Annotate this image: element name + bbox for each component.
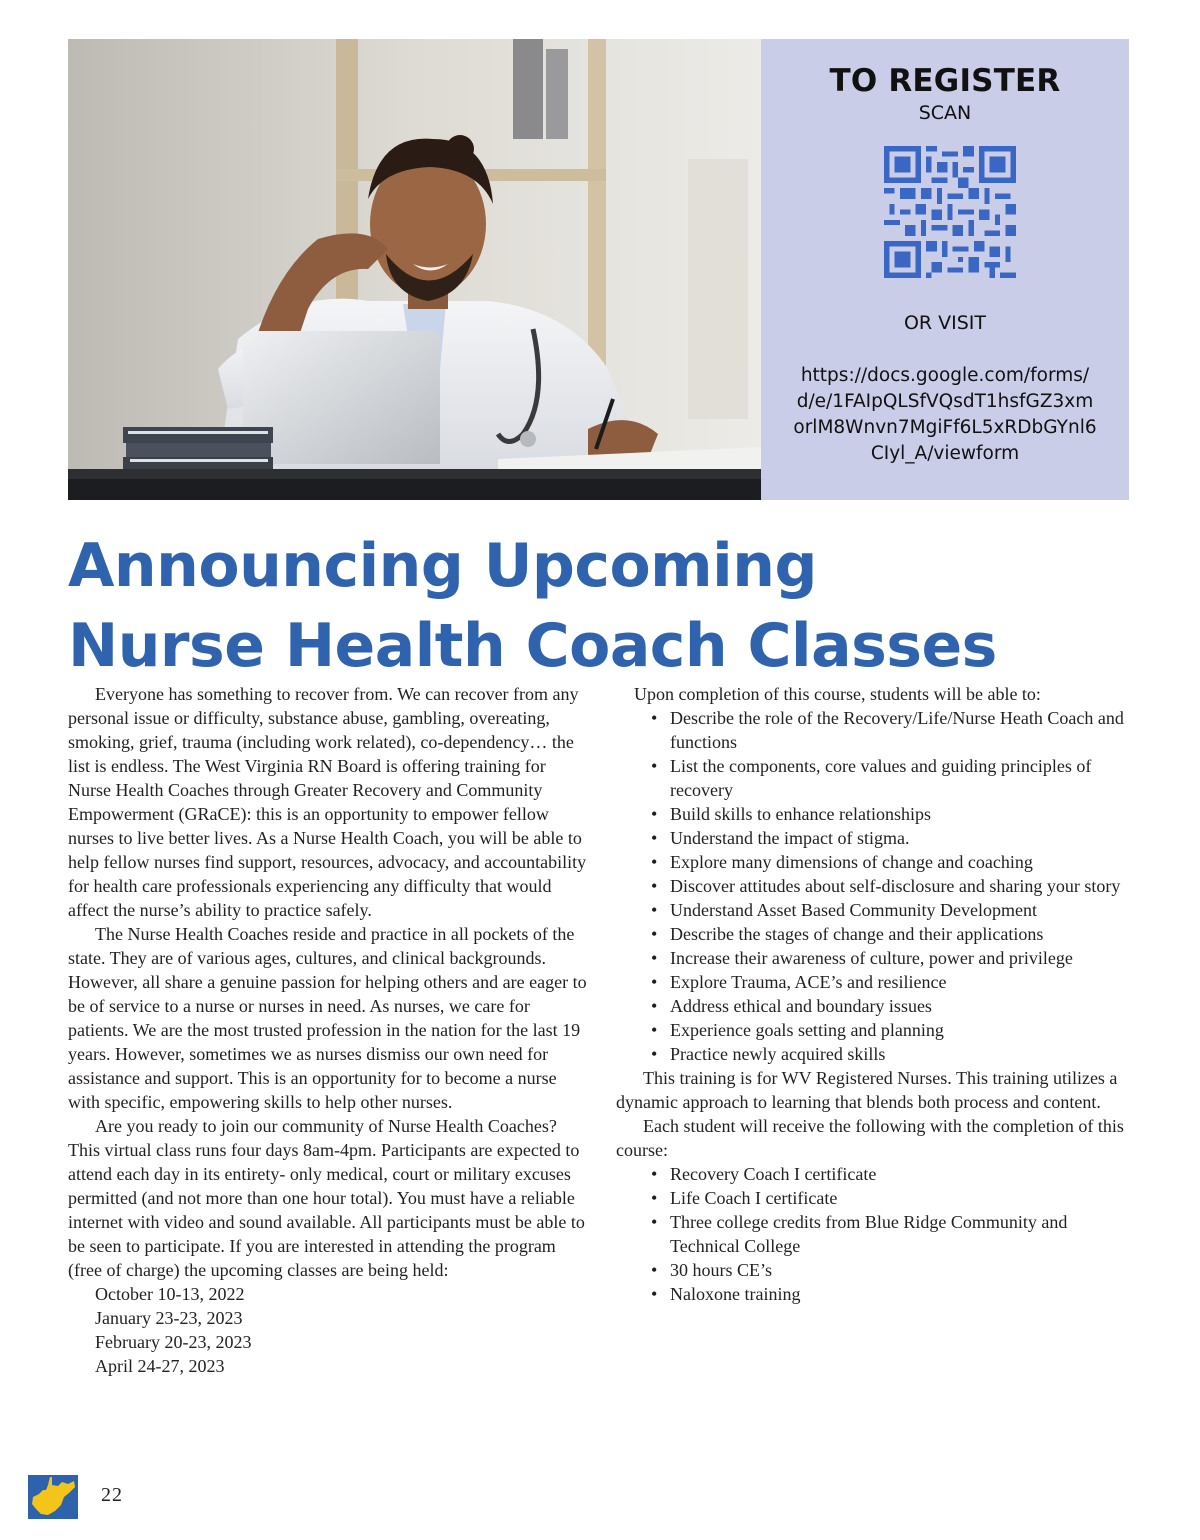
register-title: TO REGISTER	[829, 63, 1061, 99]
class-date: February 20-23, 2023	[95, 1332, 252, 1352]
list-item: • Life Coach I certificate	[670, 1186, 1136, 1210]
list-item: • Explore Trauma, ACE’s and resilience	[670, 970, 1136, 994]
list-item: • Discover attitudes about self-disclosure and sharing your story	[670, 874, 1136, 898]
list-item: • Describe the stages of change and their applications	[670, 922, 1136, 946]
page-number: 22	[101, 1484, 123, 1506]
title-line-1: Announcing Upcoming	[68, 531, 817, 601]
list-item: • List the components, core values and guiding principles of recovery	[670, 754, 1136, 802]
register-panel	[761, 39, 1129, 500]
list-item: • Practice newly acquired skills	[670, 1042, 1136, 1066]
list-item: • Increase their awareness of culture, power and privilege	[670, 946, 1136, 970]
outcomes-list	[616, 706, 1136, 1066]
class-date: January 23-23, 2023	[95, 1308, 243, 1328]
body-paragraph: Are you ready to join our community of Nurse Health Coaches? This virtual class runs four days 8am-4pm. Participants are expected to attend each day in its entirety- only medical, court or military excuses permitted (and not more than one hour total). You must have a reliable internet with video and sound available. All participants must be able to be seen to participate. If you are interested in attending the program (free of charge) the upcoming classes are being held:	[68, 1116, 585, 1280]
class-date: October 10-13, 2022	[95, 1284, 245, 1304]
list-item: • 30 hours CE’s	[670, 1258, 1136, 1282]
list-item: • Understand the impact of stigma.	[670, 826, 1136, 850]
list-item: • Describe the role of the Recovery/Life/Nurse Heath Coach and functions	[670, 706, 1136, 754]
or-visit-label: OR VISIT	[903, 312, 987, 334]
list-item: • Three college credits from Blue Ridge Community and Technical College	[670, 1210, 1136, 1258]
page-title	[68, 526, 997, 686]
list-item: • Explore many dimensions of change and coaching	[670, 850, 1136, 874]
body-paragraph: This training is for WV Registered Nurses. This training utilizes a dynamic approach to learning that blends both process and content.	[616, 1068, 1118, 1112]
west-virginia-state-icon	[28, 1475, 78, 1519]
outcomes-intro: Upon completion of this course, students will be able to:	[634, 684, 1041, 704]
header-photo	[68, 39, 761, 500]
qr-code-icon[interactable]	[884, 146, 1016, 278]
receive-list	[616, 1162, 1136, 1306]
list-item: • Address ethical and boundary issues	[670, 994, 1136, 1018]
left-column	[68, 682, 588, 1378]
list-item: • Recovery Coach I certificate	[670, 1162, 1136, 1186]
registration-url[interactable]	[791, 363, 1099, 467]
url-line[interactable]: orlM8Wnvn7MgiFf6L5xRDbGYnl6	[793, 417, 1097, 438]
list-item: • Understand Asset Based Community Development	[670, 898, 1136, 922]
scan-label: SCAN	[918, 102, 972, 124]
list-item: • Build skills to enhance relationships	[670, 802, 1136, 826]
class-dates-list	[68, 1282, 588, 1378]
body-paragraph: Everyone has something to recover from. We can recover from any personal issue or difficulty, substance abuse, gambling, overeating, smoking, grief, trauma (including work related), co-dependency… the list is endless. The West Virginia RN Board is offering training for Nurse Health Coaches through Greater Recovery and Community Empowerment (GRaCE): this is an opportunity to empower fellow nurses to live better lives. As a Nurse Health Coach, you will be able to help fellow nurses find support, resources, advocacy, and accountability for health care professionals experiencing any difficulty that would affect the nurse’s ability to practice safely.	[68, 684, 587, 920]
url-line[interactable]: d/e/1FAIpQLSfVQsdT1hsfGZ3xm	[796, 391, 1094, 412]
class-date: April 24-27, 2023	[95, 1356, 225, 1376]
url-line[interactable]: https://docs.google.com/forms/	[800, 365, 1090, 386]
body-paragraph: Each student will receive the following with the completion of this course:	[616, 1116, 1124, 1160]
nurse-at-laptop-photo	[68, 39, 761, 500]
title-line-2: Nurse Health Coach Classes	[68, 611, 997, 681]
list-item: • Experience goals setting and planning	[670, 1018, 1136, 1042]
list-item: • Naloxone training	[670, 1282, 1136, 1306]
url-line[interactable]: CIyl_A/viewform	[870, 443, 1020, 464]
body-paragraph: The Nurse Health Coaches reside and practice in all pockets of the state. They are of various ages, cultures, and clinical backgrounds. However, all share a genuine passion for helping others and are eager to be of service to a nurse or nurses in need. As nurses, we care for patients. We are the most trusted profession in the nation for the last 19 years. However, sometimes we as nurses dismiss our own need for assistance and support. This is an opportunity for to become a nurse with specific, empowering skills to help other nurses.	[68, 924, 587, 1112]
right-column	[616, 682, 1136, 1306]
